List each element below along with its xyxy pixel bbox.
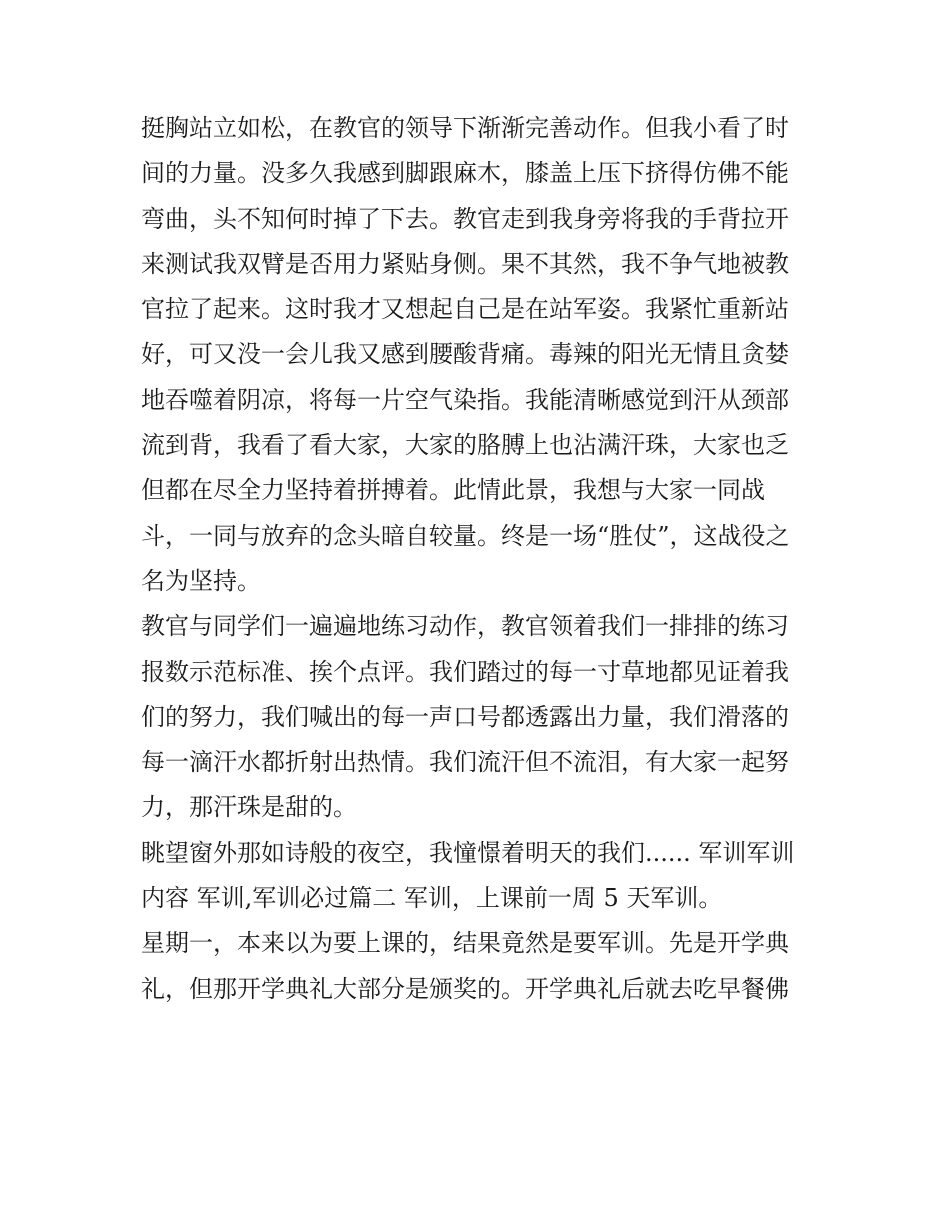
text-line: 星期一，本来以为要上课的，结果竟然是要军训。先是开学典: [141, 929, 789, 958]
text-line: 礼，但那开学典礼大部分是颁奖的。开学典礼后就去吃早餐佛: [141, 974, 789, 1003]
text-line: 们的努力，我们喊出的每一声口号都透露出力量，我们滑落的: [141, 702, 789, 731]
text-line: 斗，一同与放弃的念头暗自较量。终是一场“胜仗”，这战役之: [141, 521, 790, 550]
body-text: [141, 106, 821, 1012]
text-line: 力，那汗珠是甜的。: [141, 793, 357, 822]
text-line: 官拉了起来。这时我才又想起自己是在站军姿。我紧忙重新站: [141, 295, 789, 324]
text-line: 来测试我双臂是否用力紧贴身侧。果不其然，我不争气地被教: [141, 249, 789, 278]
text-line: 但都在尽全力坚持着拼搏着。此情此景，我想与大家一同战: [141, 476, 765, 505]
text-line: 地吞噬着阴凉，将每一片空气染指。我能清晰感觉到汗从颈部: [141, 385, 789, 414]
text-line: 间的力量。没多久我感到脚跟麻木，膝盖上压下挤得仿佛不能: [141, 159, 789, 188]
text-line: 内容 军训,军训必过篇二 军训，上课前一周 5 天军训。: [141, 884, 723, 913]
text-line: 名为坚持。: [141, 566, 261, 595]
text-line: 报数示范标准、挨个点评。我们踏过的每一寸草地都见证着我: [141, 657, 789, 686]
text-line: 弯曲，头不知何时掉了下去。教官走到我身旁将我的手背拉开: [141, 204, 789, 233]
text-line: 每一滴汗水都折射出热情。我们流汗但不流泪，有大家一起努: [141, 748, 789, 777]
text-line: 好，可又没一会儿我又感到腰酸背痛。毒辣的阳光无情且贪婪: [141, 340, 789, 369]
text-line: 挺胸站立如松，在教官的领导下渐渐完善动作。但我小看了时: [141, 114, 789, 142]
text-line: 教官与同学们一遍遍地练习动作，教官领着我们一排排的练习: [141, 612, 789, 641]
text-line: 流到背，我看了看大家，大家的胳膊上也沾满汗珠，大家也乏: [141, 431, 789, 460]
text-line: 眺望窗外那如诗般的夜空，我憧憬着明天的我们...... 军训军训: [141, 838, 795, 867]
